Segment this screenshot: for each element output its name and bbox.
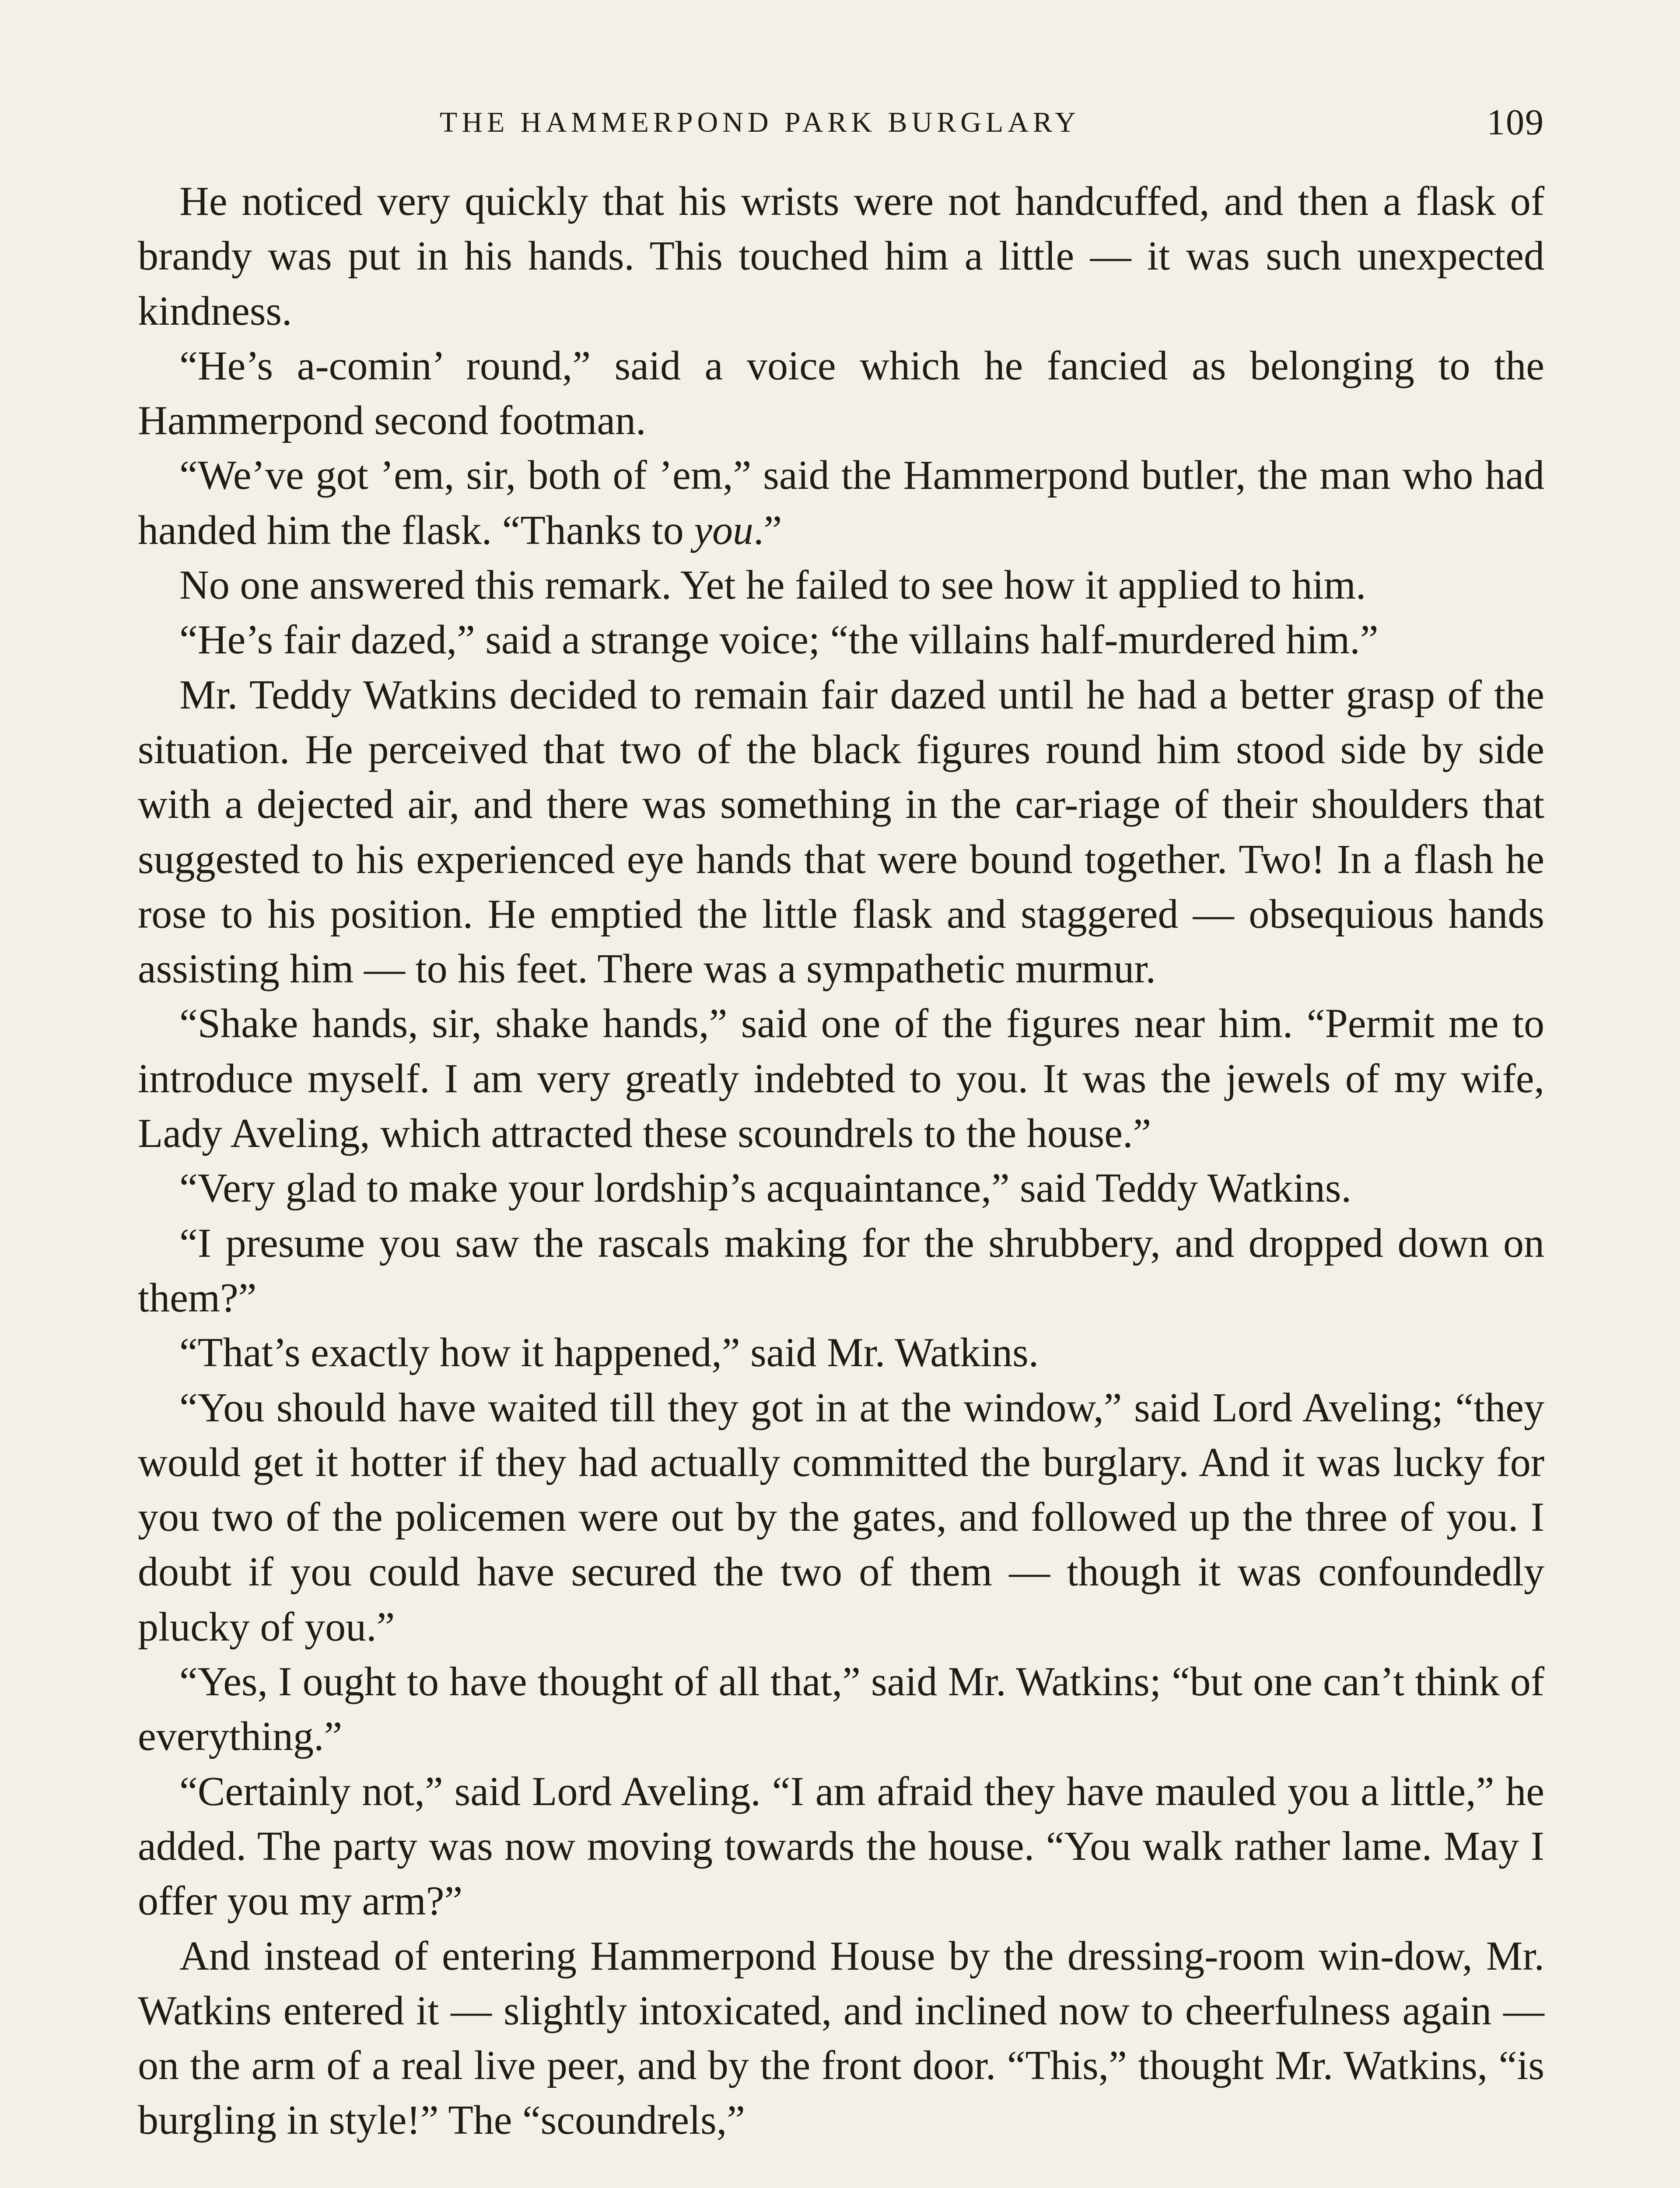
paragraph-text: “Certainly not,” said Lord Aveling. “I am afraid they have mauled you a little,” he added. The party was now moving towards the house. “You walk rather lame. May I offer you my arm?” <box>138 1768 1544 1924</box>
paragraph-text: “Shake hands, sir, shake hands,” said one of the figures near him. “Permit me to introduce myself. I am very greatly indebted to you. It was the jewels of my wife, Lady Aveling, which attracted these scoundrels to the house.” <box>138 1001 1544 1157</box>
paragraph-text: And instead of entering Hammerpond House by the dressing-room win-dow, Mr. Watkins entered it — slightly intoxicated, and inclined now to cheerfulness again — on the arm of a real live peer, and by the front door. “This,” thought Mr. Watkins, “is burgling in style!” The “scoundrels,” <box>138 1933 1544 2143</box>
paragraph-text: He noticed very quickly that his wrists were not handcuffed, and then a flask of brandy was put in his hands. This touched him a little — it was such unexpected kindness. <box>138 179 1544 334</box>
paragraph-text: “He’s fair dazed,” said a strange voice; “the villains half-murdered him.” <box>179 617 1379 663</box>
emphasis-text: you <box>694 507 754 553</box>
paragraph <box>138 558 1544 613</box>
paragraph-text: “He’s a-comin’ round,” said a voice which he fancied as belonging to the Hammerpond second footman. <box>138 343 1544 444</box>
paragraph <box>138 448 1544 558</box>
paragraph <box>138 1216 1544 1326</box>
paragraph <box>138 668 1544 997</box>
paragraph-text: .” <box>753 507 782 553</box>
paragraph <box>138 996 1544 1161</box>
page-number: 109 <box>1487 102 1544 143</box>
running-title: THE HAMMERPOND PARK BURGLARY <box>440 106 1080 138</box>
paragraph <box>138 613 1544 667</box>
body-text <box>138 174 1544 2148</box>
paragraph <box>138 1929 1544 2148</box>
page-header <box>138 98 1544 147</box>
paragraph <box>138 1325 1544 1380</box>
paragraph-text: “I presume you saw the rascals making for the shrubbery, and dropped down on them?” <box>138 1220 1544 1321</box>
paragraph-text: “We’ve got ’em, sir, both of ’em,” said the Hammerpond butler, the man who had handed him the flask. “Thanks to <box>138 452 1544 553</box>
paragraph-text: “You should have waited till they got in at the window,” said Lord Aveling; “they would get it hotter if they had actually committed the burglary. And it was lucky for you two of the policemen were out by the gates, and followed up the three of you. I doubt if you could have secured the two of them — though it was confoundedly plucky of you.” <box>138 1385 1544 1650</box>
paragraph-text: No one answered this remark. Yet he failed to see how it applied to him. <box>179 562 1366 608</box>
paragraph <box>138 1655 1544 1764</box>
paragraph-text: “Very glad to make your lordship’s acquaintance,” said Teddy Watkins. <box>179 1165 1351 1211</box>
paragraph <box>138 174 1544 339</box>
paragraph <box>138 1764 1544 1929</box>
paragraph <box>138 1381 1544 1655</box>
paragraph <box>138 339 1544 449</box>
paragraph <box>138 1161 1544 1216</box>
paragraph-text: Mr. Teddy Watkins decided to remain fair dazed until he had a better grasp of the situation. He perceived that two of the black figures round him stood side by side with a dejected air, and there was something in the car-riage of their shoulders that suggested to his experienced eye hands that were bound together. Two! In a flash he rose to his position. He emptied the little flask and staggered — obsequious hands assisting him — to his feet. There was a sympathetic murmur. <box>138 672 1544 992</box>
paragraph-text: “That’s exactly how it happened,” said Mr. Watkins. <box>179 1330 1039 1376</box>
paragraph-text: “Yes, I ought to have thought of all that,” said Mr. Watkins; “but one can’t think of everything.” <box>138 1659 1544 1760</box>
